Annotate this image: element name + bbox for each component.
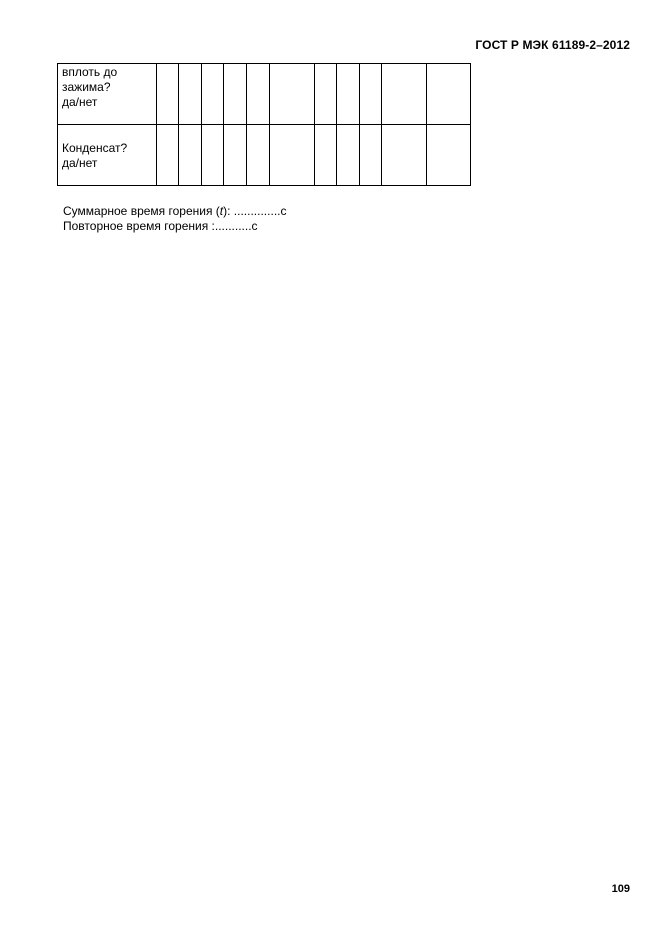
page-number: 109 bbox=[611, 883, 630, 895]
empty-cell bbox=[427, 125, 471, 186]
test-record-table bbox=[57, 63, 471, 186]
table-row bbox=[58, 64, 471, 125]
time-variable: t bbox=[219, 204, 224, 218]
empty-cell bbox=[337, 64, 360, 125]
empty-cell bbox=[179, 125, 202, 186]
empty-cell bbox=[315, 64, 337, 125]
table-row bbox=[58, 125, 471, 186]
empty-cell bbox=[270, 64, 315, 125]
empty-cell bbox=[202, 125, 224, 186]
empty-cell bbox=[427, 64, 471, 125]
row-label-line: да/нет bbox=[62, 95, 98, 109]
empty-cell bbox=[157, 125, 179, 186]
empty-cell bbox=[360, 125, 382, 186]
total-burning-time-suffix: ): ..............с bbox=[223, 204, 287, 218]
total-burning-time-line bbox=[63, 204, 286, 219]
empty-cell bbox=[179, 64, 202, 125]
empty-cell bbox=[337, 125, 360, 186]
empty-cell bbox=[247, 125, 270, 186]
burning-time-summary bbox=[63, 204, 286, 234]
row-label-line: да/нет bbox=[62, 156, 98, 170]
total-burning-time-prefix: Суммарное время горения ( bbox=[63, 204, 220, 218]
empty-cell bbox=[315, 125, 337, 186]
empty-cell bbox=[247, 64, 270, 125]
empty-cell bbox=[270, 125, 315, 186]
row-label-condensate bbox=[58, 125, 157, 186]
row-label-line: вплоть до bbox=[62, 65, 118, 79]
row-label-line: зажима? bbox=[62, 80, 111, 94]
empty-cell bbox=[382, 125, 427, 186]
empty-cell bbox=[224, 125, 247, 186]
empty-cell bbox=[360, 64, 382, 125]
empty-cell bbox=[224, 64, 247, 125]
empty-cell bbox=[157, 64, 179, 125]
document-standard-code: ГОСТ Р МЭК 61189-2–2012 bbox=[475, 38, 630, 52]
empty-cell bbox=[202, 64, 224, 125]
row-label-line: Конденсат? bbox=[62, 141, 128, 155]
empty-cell bbox=[382, 64, 427, 125]
row-label-clamp bbox=[58, 64, 157, 125]
repeat-burning-time-line: Повторное время горения :...........с bbox=[63, 219, 258, 233]
